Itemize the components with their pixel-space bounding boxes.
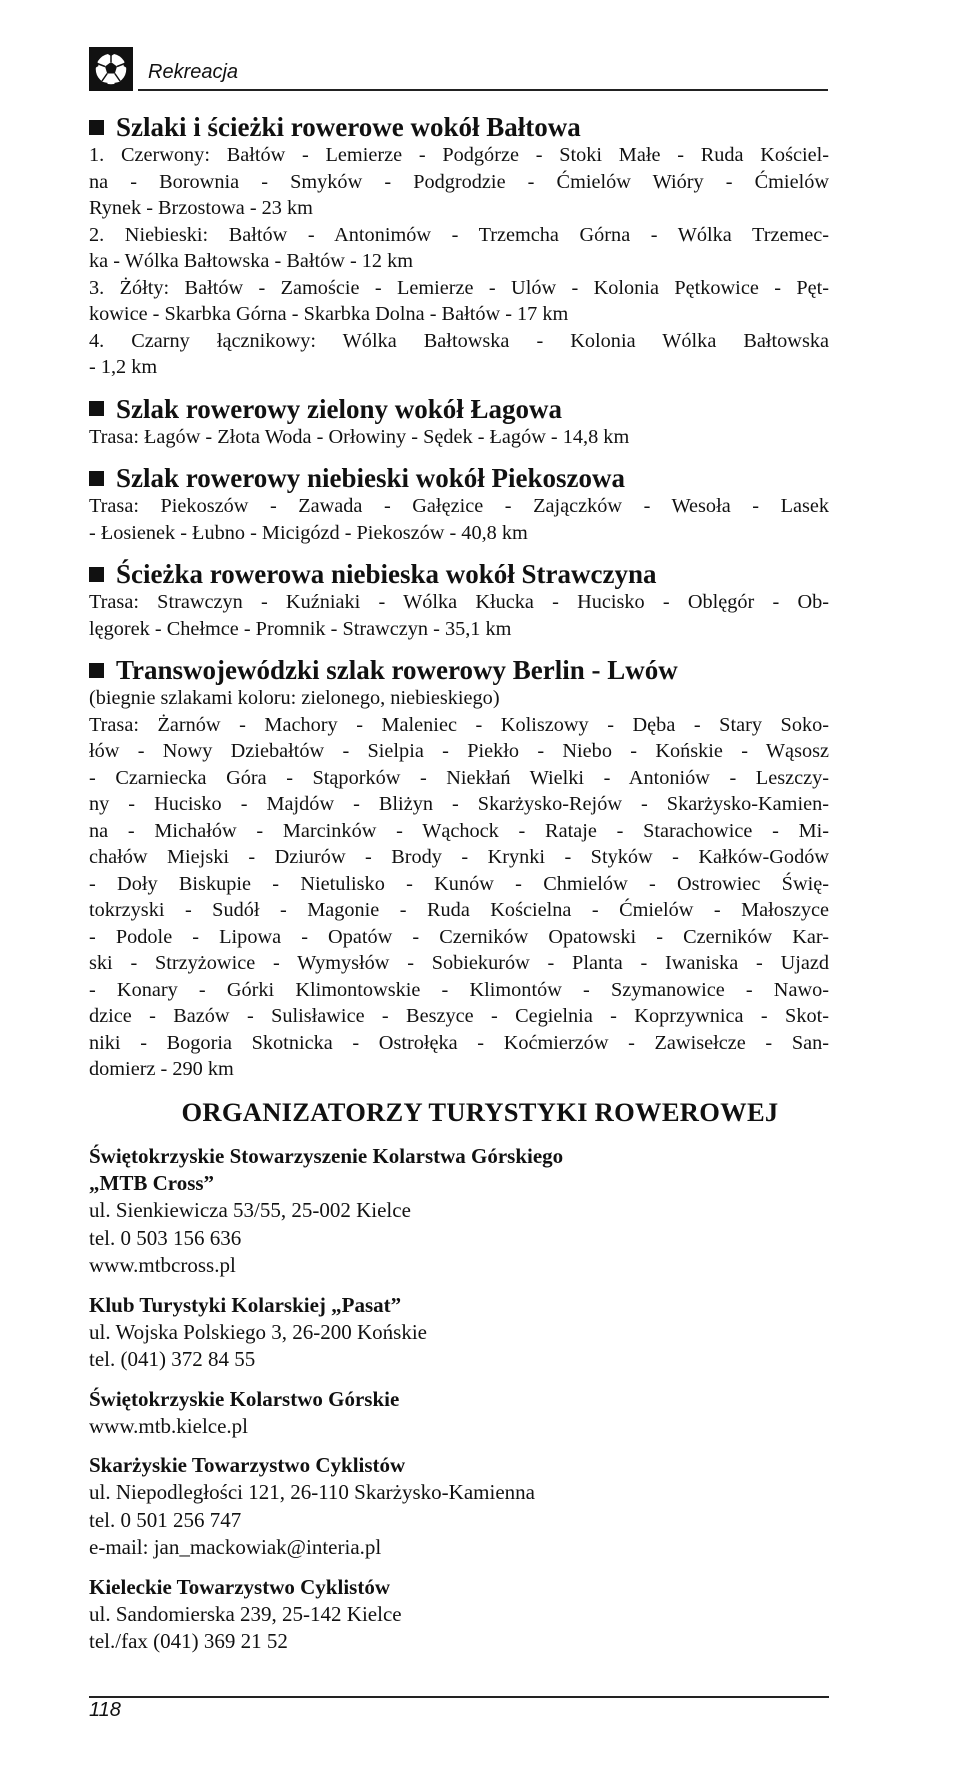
text-line: domierz - 290 km [89,1058,234,1080]
text-line: - Podole - Lipowa - Opatów - Czerników Opatowski - Czerników Kar- [89,925,829,948]
text-line: 1. Czerwony: Bałtów - Lemierze - Podgórze - Stoki Małe - Ruda Kościel- [89,144,829,166]
text-line: (biegnie szlakami koloru: zielonego, niebieskiego) [89,687,500,709]
organizer-phone: tel. 0 503 156 636 [89,1225,242,1250]
organizer-entry [89,1386,829,1441]
organizer-entry [89,1452,829,1562]
text-line: ka - Wólka Bałtowska - Bałtów - 12 km [89,250,414,272]
text-line: Trasa: Łagów - Złota Woda - Orłowiny - Sędek - Łagów - 14,8 km [89,425,630,448]
text-line: lęgorek - Chełmce - Promnik - Strawczyn - 35,1 km [89,617,512,640]
text-line: - 1,2 km [89,356,158,378]
text-line: Trasa: Piekoszów - Zawada - Gałęzice - Zajączków - Wesoła - Lasek [89,495,829,517]
text-line: 3. Żółty: Bałtów - Zamoście - Lemierze - Ulów - Kolonia Pętkowice - Pęt- [89,276,829,299]
text-line: - Łosienek - Łubno - Micigózd - Piekoszów - 40,8 km [89,521,528,544]
organizer-name: Świętokrzyskie Stowarzyszenie Kolarstwa Górskiego [89,1144,564,1168]
organizer-address: ul. Niepodległości 121, 26-110 Skarżysko-Kamienna [89,1480,535,1504]
text-line: chałów Miejski - Dziurów - Brody - Krynki - Styków - Kałków-Godów [89,846,829,868]
bullet-square-icon [89,567,104,582]
text-line: - Konary - Górki Klimontowskie - Klimontów - Szymanowice - Nawo- [89,978,829,1001]
text-line: na - Michałów - Marcinków - Wąchock - Rataje - Starachowice - Mi- [89,819,829,842]
organizers-title: ORGANIZATORZY TURYSTYKI ROWEROWEJ [181,1097,779,1127]
text-line: tokrzyski - Sudół - Magonie - Ruda Kościelna - Ćmielów - Małoszyce [89,899,829,921]
text-line: na - Borownia - Smyków - Podgrodzie - Ćmielów Wióry - Ćmielów [89,170,829,193]
organizers-list [89,1143,829,1668]
section-heading [89,463,829,493]
text-line: dzice - Bazów - Sulisławice - Beszyce - Cegielnia - Koprzywnica - Skot- [89,1005,829,1027]
organizer-address: ul. Wojska Polskiego 3, 26-200 Końskie [89,1319,427,1344]
running-header: Rekreacja [148,61,239,83]
bullet-square-icon [89,663,104,678]
trails-content [89,106,829,1083]
text-line: Trasa: Żarnów - Machory - Maleniec - Koliszowy - Dęba - Stary Soko- [89,713,829,736]
organizer-name: Klub Turystyki Kolarskiej „Pasat” [89,1292,402,1317]
section-title: Szlak rowerowy zielony wokół Łagowa [116,393,563,424]
organizer-name: Kieleckie Towarzystwo Cyklistów [89,1574,390,1599]
text-line: łów - Nowy Dziebałtów - Sielpia - Piekło - Niebo - Końskie - Wąsosz [89,740,829,762]
section-title: Szlaki i ścieżki rowerowe wokół Bałtowa [116,112,581,142]
text-line: ny - Hucisko - Majdów - Bliżyn - Skarżysko-Rejów - Skarżysko-Kamien- [89,793,829,815]
text-line: kowice - Skarbka Górna - Skarbka Dolna - Bałtów - 17 km [89,303,569,325]
section-title: Transwojewódzki szlak rowerowy Berlin - Lwów [116,655,678,685]
organizer-address: ul. Sandomierska 239, 25-142 Kielce [89,1601,402,1626]
organizer-phone: tel. (041) 372 84 55 [89,1347,256,1371]
organizer-website: www.mtbcross.pl [89,1253,236,1277]
text-line: Rynek - Brzostowa - 23 km [89,197,313,219]
organizer-name: Świętokrzyskie Kolarstwo Górskie [89,1386,400,1411]
text-line: niki - Bogoria Skotnicka - Ostrołęka - Koćmierzów - Zawisełcze - San- [89,1031,829,1054]
text-line: 2. Niebieski: Bałtów - Antonimów - Trzemcha Górna - Wólka Trzemec- [89,223,829,246]
footer-rule [89,1696,829,1698]
text-line: 4. Czarny łącznikowy: Wólka Bałtowska - Kolonia Wólka Bałtowska [89,329,829,352]
organizer-entry [89,1143,829,1280]
organizer-website: www.mtb.kielce.pl [89,1413,249,1438]
section-title: Ścieżka rowerowa niebieska wokół Strawczyna [116,559,657,589]
soccer-ball-icon [89,47,133,91]
text-line: - Czarniecka Góra - Stąporków - Niekłań Wielki - Antoniów - Leszczy- [89,766,829,789]
text-line: ski - Strzyżowice - Wymysłów - Sobiekurów - Planta - Iwaniska - Ujazd [89,952,829,974]
section-heading [89,655,829,685]
bullet-square-icon [89,401,104,416]
text-line: - Doły Biskupie - Nietulisko - Kunów - Chmielów - Ostrowiec Świę- [89,872,829,895]
bullet-square-icon [89,120,104,135]
organizer-email: e-mail: jan_mackowiak@interia.pl [89,1535,382,1559]
section-heading [89,559,829,589]
organizer-name: „MTB Cross” [89,1171,215,1195]
page-number: 118 [89,1699,121,1721]
section-heading [89,394,829,424]
header-rule [138,89,828,91]
organizer-name: Skarżyskie Towarzystwo Cyklistów [89,1453,406,1477]
bullet-square-icon [89,471,104,486]
organizer-entry [89,1292,829,1374]
section-title: Szlak rowerowy niebieski wokół Piekoszowa [116,463,626,493]
organizer-phone: tel. 0 501 256 747 [89,1507,242,1532]
organizer-address: ul. Sienkiewicza 53/55, 25-002 Kielce [89,1198,411,1222]
organizer-entry [89,1574,829,1656]
section-heading [89,112,829,142]
organizer-phone: tel./fax (041) 369 21 52 [89,1629,288,1653]
text-line: Trasa: Strawczyn - Kuźniaki - Wólka Kłucka - Hucisko - Oblęgór - Ob- [89,591,829,613]
